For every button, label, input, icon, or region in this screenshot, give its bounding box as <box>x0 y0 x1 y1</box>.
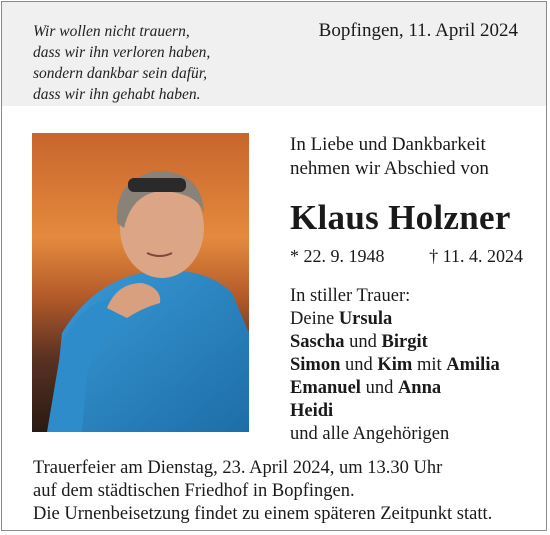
intro-line: nehmen wir Abschied von <box>290 158 489 179</box>
mourners-list <box>290 285 500 446</box>
mourner-line: Emanuel und Anna <box>290 378 442 398</box>
farewell-intro <box>290 133 489 181</box>
mourner-line: Heidi <box>290 401 334 421</box>
mourner-line: Simon und Kim mit Amilia <box>290 355 500 375</box>
service-line: Trauerfeier am Dienstag, 23. April 2024, um 13.30 Uhr <box>33 458 443 478</box>
memorial-quote <box>33 21 210 105</box>
quote-line: Wir wollen nicht trauern, <box>33 23 190 40</box>
mourners-closing: und alle Angehörigen <box>290 424 450 444</box>
place-date: Bopfingen, 11. April 2024 <box>318 20 518 41</box>
intro-line: In Liebe und Dankbarkeit <box>290 134 486 155</box>
mourner-line: Deine Ursula <box>290 309 393 329</box>
portrait-photo <box>32 133 249 432</box>
birth-date: * 22. 9. 1948 <box>290 246 385 266</box>
service-line: Die Urnenbeisetzung findet zu einem späteren Zeitpunkt statt. <box>33 504 493 524</box>
death-date: † 11. 4. 2024 <box>429 246 523 266</box>
quote-line: dass wir ihn verloren haben, <box>33 44 211 61</box>
deceased-name: Klaus Holzner <box>290 198 511 237</box>
service-line: auf dem städtischen Friedhof in Bopfingen. <box>33 481 355 501</box>
quote-line: dass wir ihn gehabt haben. <box>33 86 201 103</box>
obituary-card <box>1 1 547 531</box>
mourners-heading: In stiller Trauer: <box>290 286 411 306</box>
life-dates <box>290 246 523 267</box>
mourner-line: Sascha und Birgit <box>290 332 428 352</box>
quote-line: sondern dankbar sein dafür, <box>33 65 207 82</box>
service-details <box>33 457 492 526</box>
